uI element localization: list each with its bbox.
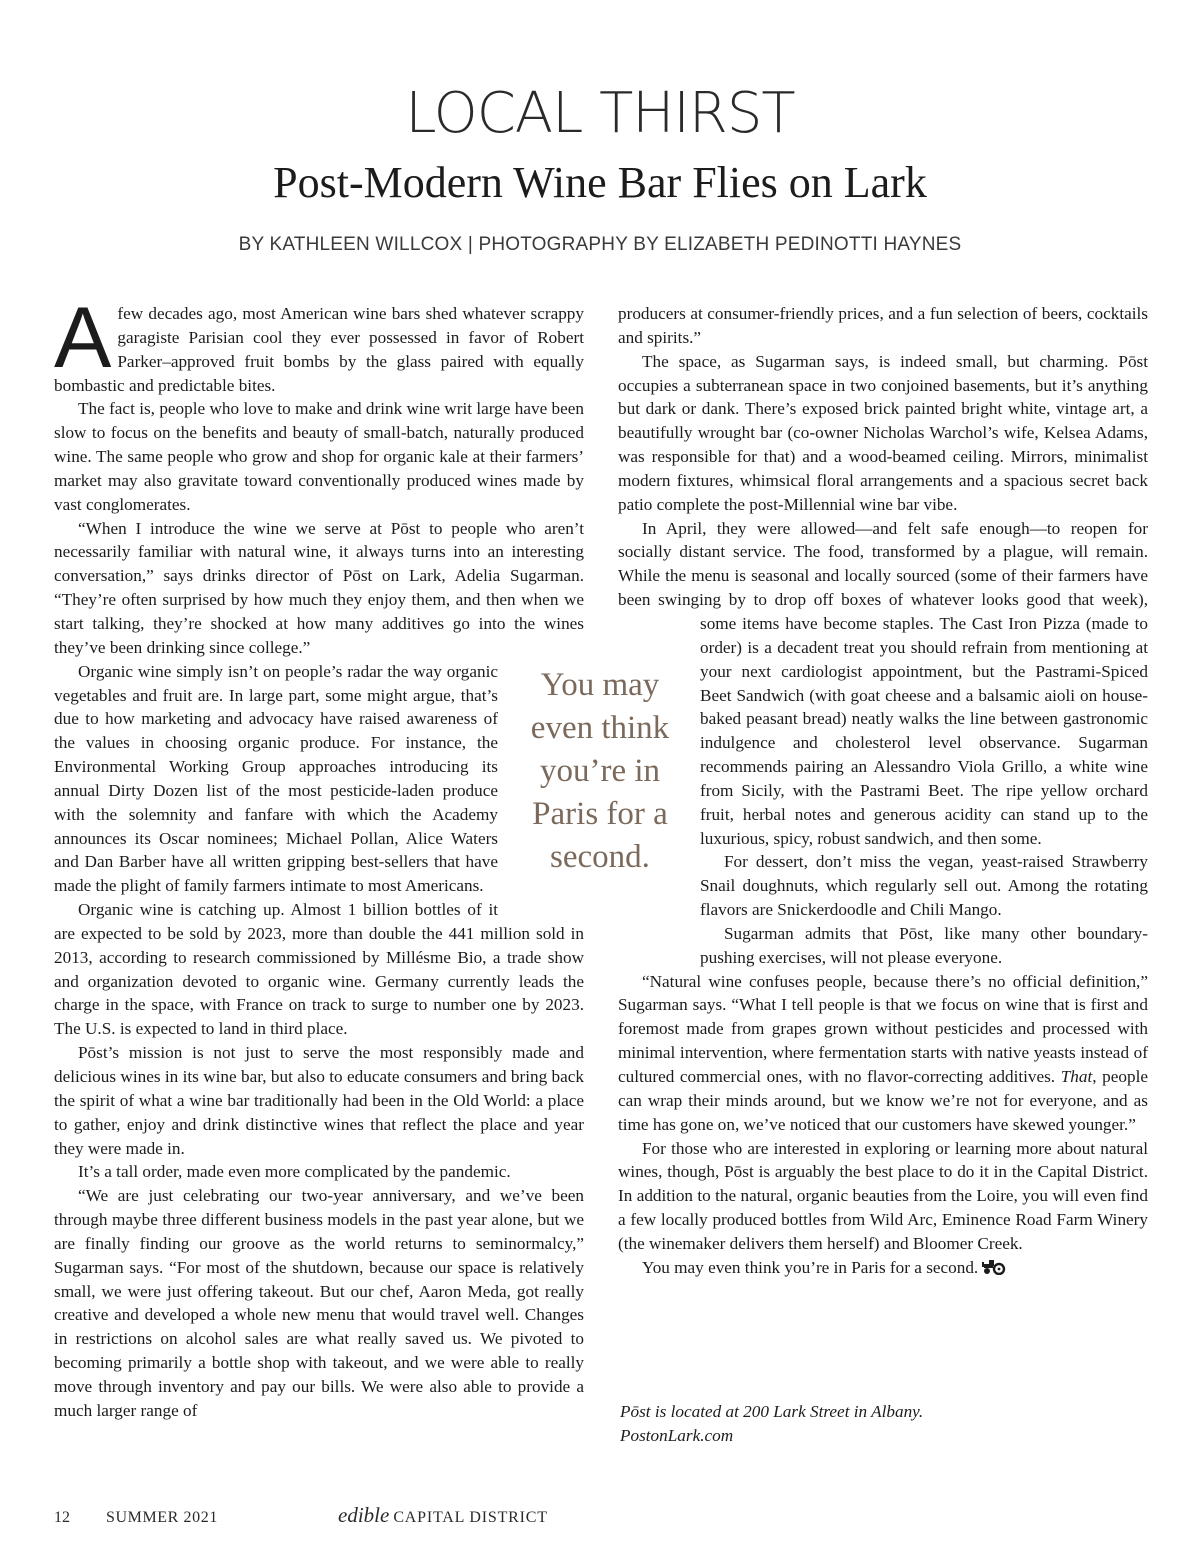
- location-line: Pōst is located at 200 Lark Street in Albany.: [620, 1402, 924, 1421]
- article-paragraph: Organic wine is catching up. Almost 1 billion bottles of it are expected to be sold by 2023, more than double the 441 million sold in 2013, according to research commissioned by Millésme Bio, a trade show and organization devoted to organic wine. Germany currently leads the charge in the space, with France on track to surge to number one by 2023. The U.S. is expected to land in third place.: [54, 900, 584, 1039]
- issue-label: SUMMER 2021: [106, 1509, 218, 1526]
- location-credit: [620, 1400, 1140, 1447]
- article-paragraph: You may even think you’re in Paris for a second.: [618, 1256, 1148, 1280]
- article-paragraph: “Natural wine confuses people, because there’s no official definition,” Sugarman says. “What I tell people is that we focus on wine that is first and foremost made from grapes grown without pesticides and processed with minimal intervention, where fermentation starts with native yeasts instead of cultured commercial ones, with no flavor-correcting additives. That, people can wrap their minds around, but we know we’re not for everyone, and as time has gone on, we’ve noticed that our customers have skewed younger.”: [618, 971, 1148, 1134]
- article-paragraph: producers at consumer-friendly prices, and a fun selection of beers, cocktails and spirits.”: [618, 304, 1148, 347]
- article-paragraph: Sugarman admits that Pōst, like many other boundary-pushing exercises, will not please everyone.: [700, 923, 1148, 967]
- page-footer: [54, 1503, 654, 1528]
- drop-cap: A: [54, 290, 112, 386]
- article-column-right: [618, 302, 1148, 1280]
- article-paragraph: Organic wine simply isn’t on people’s radar the way organic vegetables and fruit are. In large part, some might argue, that’s due to how marketing and advocacy have raised awareness of the values in choosing organic produce. For instance, the Environmental Working Group approaches introducing its annual Dirty Dozen list of the most pesticide-laden produce with the solemnity and fanfare with which the Academy announces its Oscar nominees; Michael Pollan, Alice Waters and Dan Barber have all written gripping best-sellers that have made the plight of family farmers intimate to most Americans.: [54, 661, 498, 896]
- article-paragraph: The space, as Sugarman says, is indeed small, but charming. Pōst occupies a subterranean space in two conjoined basements, but it’s anything but dark or dank. There’s exposed brick painted bright white, vintage art, a beautifully wrought bar (co-owner Nicholas Warchol’s wife, Kelsea Adams, was responsible for that) and a wood-beamed ceiling. Mirrors, minimalist modern fixtures, whimsical floral arrangements and a spacious secret back patio complete the post-Millennial wine bar vibe.: [618, 351, 1148, 514]
- pull-quote: You may even think you’re in Paris for a second.: [530, 667, 670, 875]
- byline: BY KATHLEEN WILLCOX | PHOTOGRAPHY BY ELIZABETH PEDINOTTI HAYNES: [238, 234, 962, 255]
- brand-edible: edible: [338, 1503, 390, 1527]
- quote-emphasis: That: [1060, 1067, 1093, 1086]
- article-paragraph: Pōst’s mission is not just to serve the most responsibly made and delicious wines in its wine bar, but also to educate consumers and bring back the spirit of what a wine bar traditionally had been in the Old World: a place to gather, enjoy and drink distinctive wines that reflect the place and year they were made in.: [54, 1043, 584, 1158]
- headline: Post-Modern Wine Bar Flies on Lark: [273, 158, 927, 207]
- section-title: LOCAL THIRST: [405, 81, 795, 146]
- tractor-icon: [982, 1259, 1006, 1275]
- article-paragraph: “We are just celebrating our two-year anniversary, and we’ve been through maybe three different business models in the past year alone, but we are finally finding our groove as the world returns to seminormalcy,” Sugarman says. “For most of the shutdown, because our space is relatively small, we were just offering takeout. But our chef, Aaron Meda, got really creative and developed a whole new menu that would travel well. Changes in restrictions on alcohol sales are what really saved us. We pivoted to becoming primarily a bottle shop with takeout, and we were able to really move through inventory and pay our bills. We were also able to provide a much larger range of: [54, 1186, 584, 1420]
- article-paragraph: In April, they were allowed—and felt safe enough—to reopen for socially distant service. The food, transformed by a plague, will remain. While the menu is seasonal and locally sourced (some of their farmers have been swinging by to drop off boxes of whatever looks good that week), some items have become staples. The Cast Iron Pizza (made to order) is a decadent treat you should refrain from mentioning at your next cardiologist appointment, but the Pastrami-Spiced Beet Sandwich (with goat cheese and a balsamic aioli on house-baked peasant bread) neatly walks the line between gastronomic indulgence and cholesterol level observance. Sugarman recommends pairing an Alessandro Viola Grillo, a white wine from Sicily, with the Pastrami Beet. The ripe yellow orchard fruit, herbal notes and generous acidity can stand up to the luxurious, spicy, robust sandwich, and then some.: [618, 518, 1148, 848]
- article-column-left: [54, 290, 584, 1423]
- brand-name: CAPITAL DISTRICT: [393, 1509, 548, 1526]
- article-paragraph: For those who are interested in exploring or learning more about natural wines, though, Pōst is arguably the best place to do it in the Capital District. In addition to the natural, organic beauties from the Loire, you will even find a few locally produced bottles from Wild Arc, Eminence Road Farm Winery (the winemaker delivers them herself) and Bloomer Creek.: [618, 1138, 1148, 1253]
- page-number: 12: [54, 1509, 70, 1526]
- article-paragraph: The fact is, people who love to make and drink wine writ large have been slow to focus on the benefits and beauty of small-batch, naturally produced wine. The same people who grow and shop for organic kale at their farmers’ market may also gravitate toward conventionally produced wines made by vast conglomerates.: [54, 399, 584, 514]
- article-paragraph: For dessert, don’t miss the vegan, yeast-raised Strawberry Snail doughnuts, which regularly sell out. Among the rotating flavors are Snickerdoodle and Chili Mango.: [700, 852, 1148, 920]
- article-paragraph: “When I introduce the wine we serve at Pōst to people who aren’t necessarily familiar with natural wine, it always turns into an interesting conversation,” says drinks director of Pōst on Lark, Adelia Sugarman. “They’re often surprised by how much they enjoy them, and then when we start talking, they’re shocked at how many additives go into the wines they’ve been drinking since college.”: [54, 518, 584, 657]
- article-paragraph: It’s a tall order, made even more complicated by the pandemic.: [78, 1162, 511, 1182]
- article-paragraph: Afew decades ago, most American wine bars shed whatever scrappy garagiste Parisian cool they ever possessed in favor of Robert Parker–approved fruit bombs by the glass paired with equally bombastic and predictable bites.: [54, 290, 584, 395]
- website-line: PostonLark.com: [620, 1425, 734, 1445]
